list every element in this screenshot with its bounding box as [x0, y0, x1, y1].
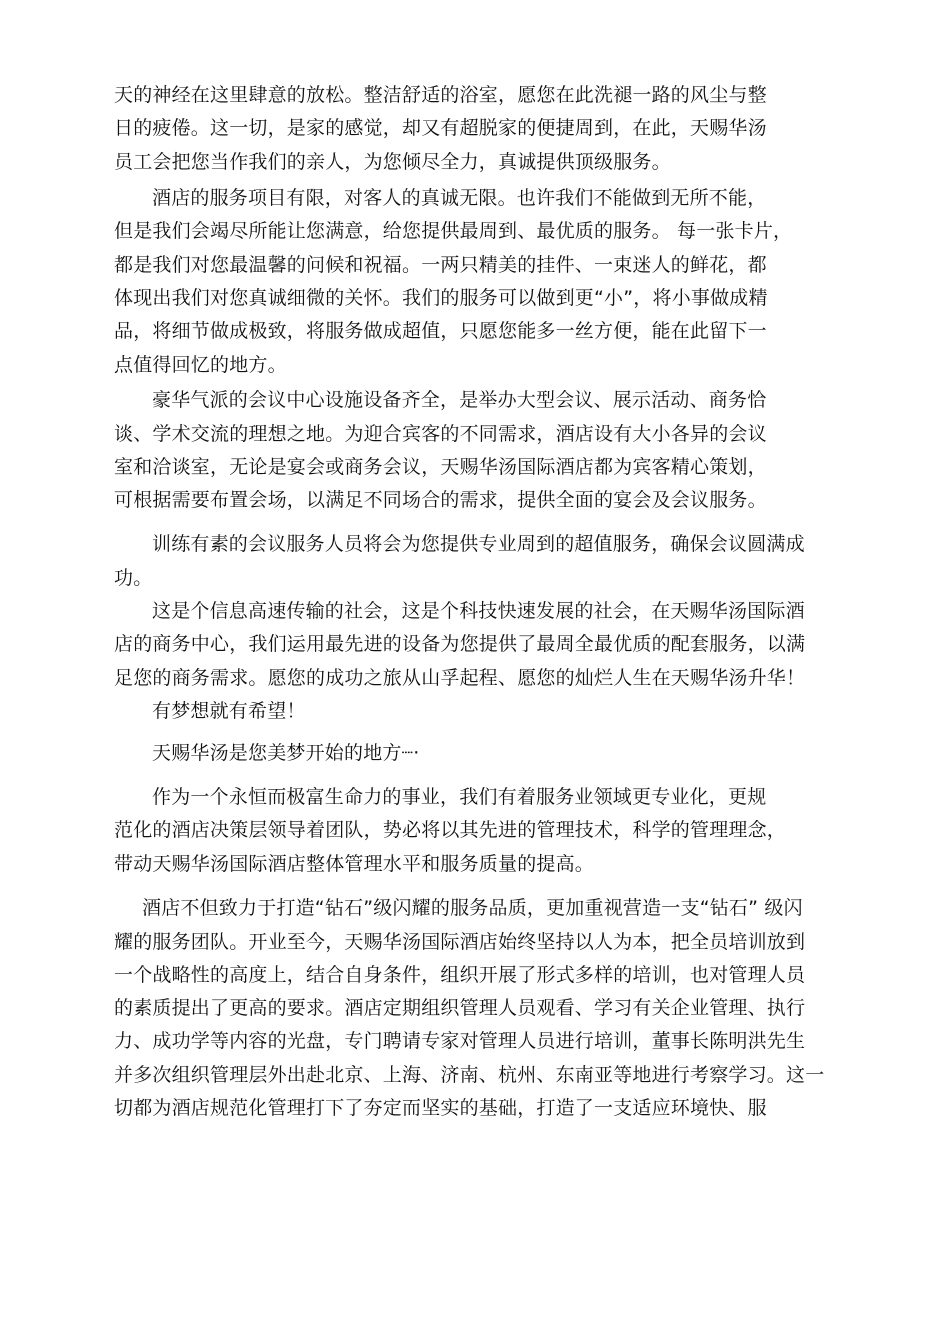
paragraph-6-line-1: 有梦想就有希望！ — [152, 700, 306, 722]
paragraph-2-line-1: 酒店的服务项目有限，对客人的真诚无限。也许我们不能做到无所不能， — [152, 187, 767, 209]
paragraph-8-line-1: 作为一个永恒而极富生命力的事业，我们有着服务业领域更专业化，更规 — [152, 786, 767, 808]
paragraph-3-line-3: 室和洽谈室，无论是宴会或商务会议，天赐华汤国际酒店都为宾客精心策划， — [114, 456, 767, 478]
paragraph-2-line-3: 都是我们对您最温馨的问候和祝福。一两只精美的挂件、一束迷人的鲜花，都 — [114, 254, 767, 276]
paragraph-2-line-6: 点值得回忆的地方。 — [114, 354, 287, 376]
paragraph-1-line-2: 日的疲倦。这一切，是家的感觉，却又有超脱家的便捷周到，在此，天赐华汤 — [114, 117, 767, 139]
paragraph-9-line-4: 的素质提出了更高的要求。酒店定期组织管理人员观看、学习有关企业管理、执行 — [114, 997, 806, 1019]
paragraph-5-line-3: 足您的商务需求。愿您的成功之旅从山孚起程、愿您的灿烂人生在天赐华汤升华！ — [114, 667, 806, 689]
paragraph-1-line-1: 天的神经在这里肆意的放松。整洁舒适的浴室，愿您在此洗褪一路的风尘与整 — [114, 84, 767, 106]
paragraph-9-line-7: 切都为酒店规范化管理打下了夯定而坚实的基础，打造了一支适应环境快、服 — [114, 1097, 767, 1119]
paragraph-9-line-5: 力、成功学等内容的光盘，专门聘请专家对管理人员进行培训，董事长陈明洪先生 — [114, 1030, 806, 1052]
paragraph-5-line-1: 这是个信息高速传输的社会，这是个科技快速发展的社会，在天赐华汤国际酒 — [152, 600, 805, 622]
paragraph-4-line-1: 训练有素的会议服务人员将会为您提供专业周到的超值服务，确保会议圆满成 — [152, 533, 805, 555]
paragraph-2-line-5: 品，将细节做成极致，将服务做成超值，只愿您能多一丝方便，能在此留下一 — [114, 320, 767, 342]
paragraph-2-line-2: 但是我们会竭尽所能让您满意，给您提供最周到、最优质的服务。 每一张卡片， — [114, 220, 793, 242]
paragraph-3-line-4: 可根据需要布置会场，以满足不同场合的需求，提供全面的宴会及会议服务。 — [114, 489, 767, 511]
paragraph-4-line-2: 功。 — [114, 567, 153, 589]
paragraph-3-line-2: 谈、学术交流的理想之地。为迎合宾客的不同需求，酒店设有大小各异的会议 — [114, 423, 767, 445]
paragraph-1-line-3: 员工会把您当作我们的亲人，为您倾尽全力，真诚提供顶级服务。 — [114, 151, 671, 173]
paragraph-9-line-6: 并多次组织管理层外出赴北京、上海、济南、杭州、东南亚等地进行考察学习。这一 — [114, 1064, 825, 1086]
paragraph-7-line-1: 天赐华汤是您美梦开始的地方┈· — [152, 742, 420, 764]
paragraph-2-line-4: 体现出我们对您真诚细微的关怀。我们的服务可以做到更“小”，将小事做成精 — [114, 287, 768, 309]
paragraph-9-line-2: 耀的服务团队。开业至今，天赐华汤国际酒店始终坚持以人为本，把全员培训放到 — [114, 931, 806, 953]
paragraph-9-line-1: 酒店不但致力于打造“钻石”级闪耀的服务品质，更加重视营造一支“钻石” 级闪 — [142, 897, 803, 919]
paragraph-3-line-1: 豪华气派的会议中心设施设备齐全，是举办大型会议、展示活动、商务恰 — [152, 389, 767, 411]
paragraph-8-line-3: 带动天赐华汤国际酒店整体管理水平和服务质量的提高。 — [114, 853, 595, 875]
paragraph-8-line-2: 范化的酒店决策层领导着团队，势必将以其先进的管理技术，科学的管理理念， — [114, 819, 787, 841]
paragraph-9-line-3: 一个战略性的高度上，结合自身条件，组织开展了形式多样的培训，也对管理人员 — [114, 964, 806, 986]
paragraph-5-line-2: 店的商务中心，我们运用最先进的设备为您提供了最周全最优质的配套服务，以满 — [114, 633, 806, 655]
